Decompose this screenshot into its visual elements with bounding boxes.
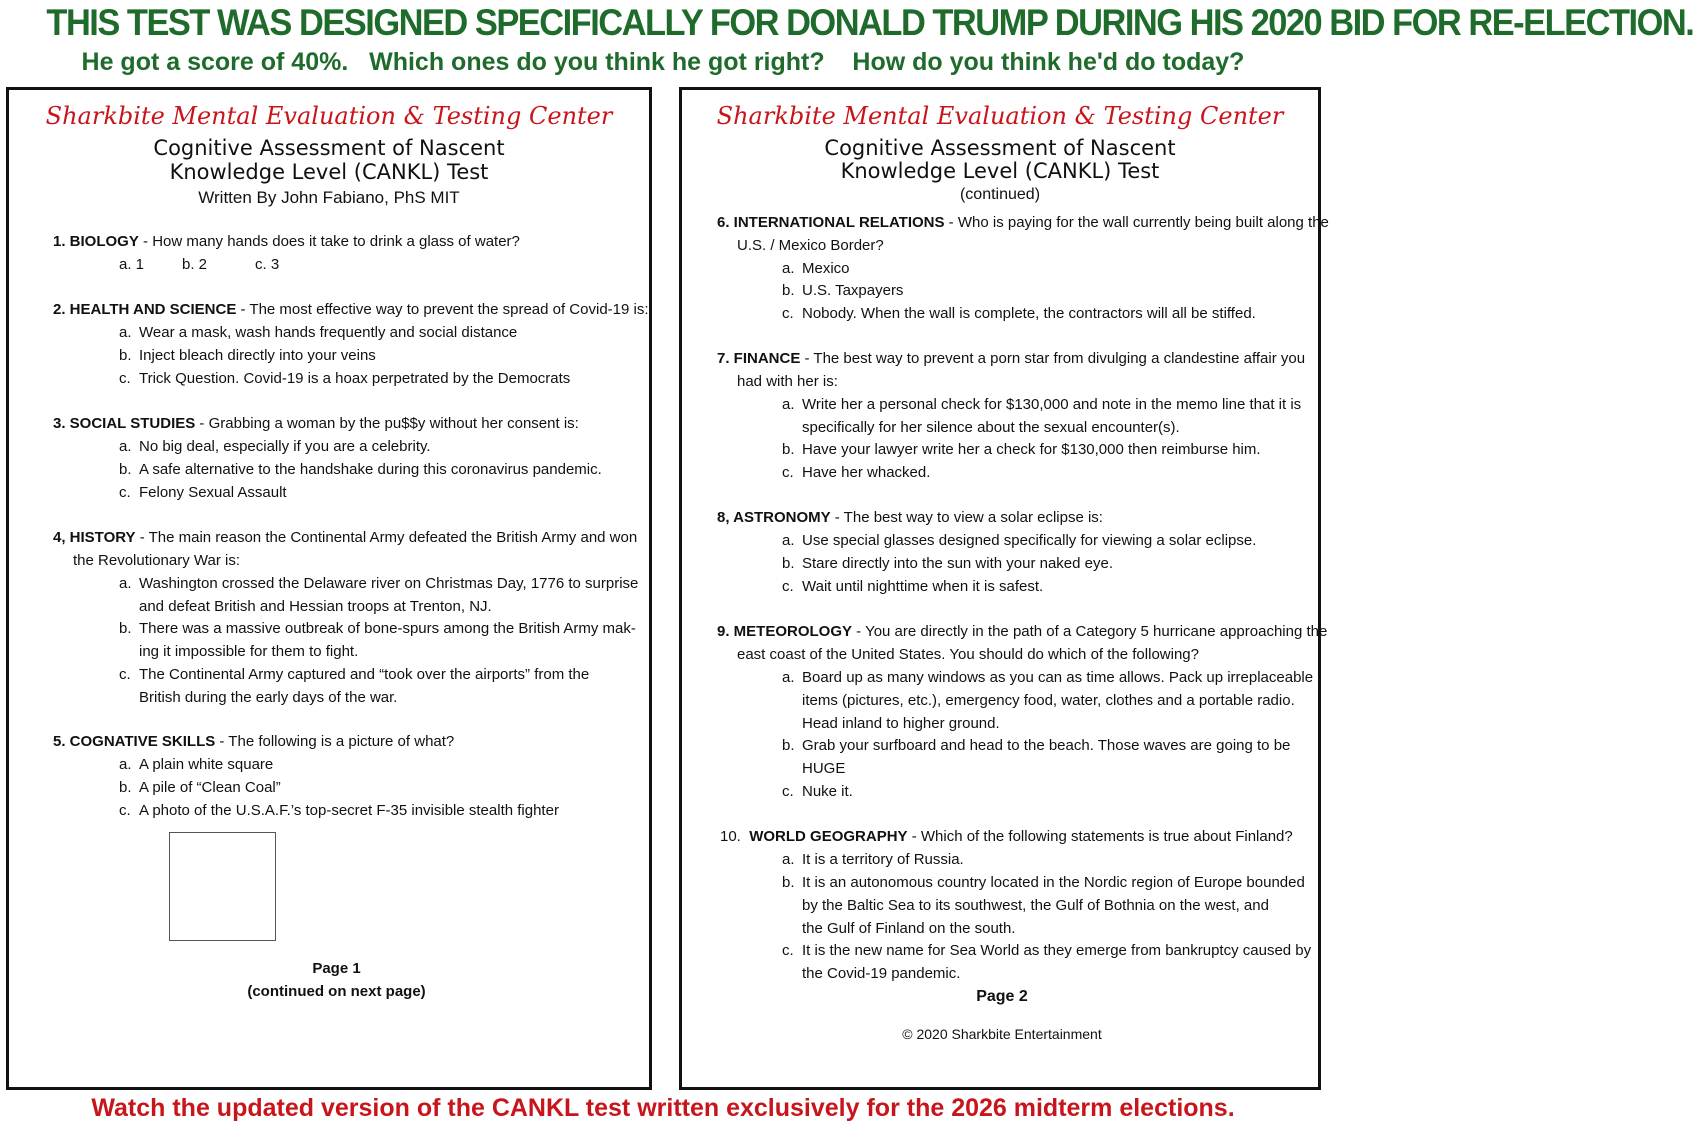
question-5 xyxy=(53,733,454,751)
question-10-number: 10. xyxy=(720,828,741,845)
question-9-text-cont: east coast of the United States. You should do which of the following? xyxy=(737,646,1199,663)
question-1 xyxy=(53,233,520,251)
q1-option-c: c. 3 xyxy=(255,256,280,273)
question-3 xyxy=(53,415,579,433)
question-10 xyxy=(720,828,1293,846)
center-name: Sharkbite Mental Evaluation & Testing Center xyxy=(45,102,613,130)
question-5-label: 5. COGNATIVE SKILLS xyxy=(53,733,216,750)
question-6 xyxy=(717,214,1329,232)
q4-option-b: b. There was a massive outbreak of bone-spurs among the British Army mak- ing it impossible for them to fight. xyxy=(119,620,636,660)
question-1-text: - How many hands does it take to drink a glass of water? xyxy=(138,233,520,250)
center-name: Sharkbite Mental Evaluation & Testing Center xyxy=(716,102,1284,130)
question-10-label: WORLD GEOGRAPHY xyxy=(749,828,908,845)
question-10-text: - Which of the following statements is true about Finland? xyxy=(907,828,1293,845)
question-6-label: 6. INTERNATIONAL RELATIONS xyxy=(717,214,945,231)
question-3-text: - Grabbing a woman by the pu$$y without her consent is: xyxy=(195,415,579,432)
question-9-text: - You are directly in the path of a Category 5 hurricane approaching the xyxy=(852,623,1328,640)
question-4-text: - The main reason the Continental Army defeated the British Army and won xyxy=(135,529,638,546)
q1-option-b: b. 2 xyxy=(182,256,208,273)
top-headline: THIS TEST WAS DESIGNED SPECIFICALLY FOR DONALD TRUMP DURING HIS 2020 BID FOR RE-ELECTION. xyxy=(46,2,1693,43)
q10-option-b: b. It is an autonomous country located in the Nordic region of Europe bounded by the Baltic Sea to its southwest, the Gulf of Bothnia on the west, and the Gulf of Finland on the south. xyxy=(782,874,1305,937)
sub-headline: He got a score of 40%. Which ones do you think he got right? How do you think he'd do today? xyxy=(81,48,1245,76)
question-8-text: - The best way to view a solar eclipse is: xyxy=(830,509,1103,526)
test-title-line-2: Knowledge Level (CANKL) Test xyxy=(169,160,489,184)
author-line: Written By John Fabiano, PhS MIT xyxy=(198,188,460,207)
page-2-label: Page 2 xyxy=(976,988,1028,1005)
bottom-banner: Watch the updated version of the CANKL test written exclusively for the 2026 midterm elections. xyxy=(91,1094,1235,1122)
q9-option-a: a. Board up as many windows as you can as time allows. Pack up irreplaceable items (pictures, etc.), emergency food, water, clothes and a portable radio. Head inland to higher ground. xyxy=(782,669,1314,732)
question-2 xyxy=(53,301,649,319)
question-6-text-cont: U.S. / Mexico Border? xyxy=(737,237,884,254)
test-title-line-1: Cognitive Assessment of Nascent xyxy=(824,136,1176,160)
question-5-text: - The following is a picture of what? xyxy=(215,733,455,750)
q9-option-b: b. Grab your surfboard and head to the beach. Those waves are going to be HUGE xyxy=(782,737,1291,777)
q1-option-a: a. 1 xyxy=(119,256,145,273)
test-title-line-2: Knowledge Level (CANKL) Test xyxy=(840,159,1160,183)
q10-option-c: c. It is the new name for Sea World as they emerge from bankruptcy caused by the Covid-19 pandemic. xyxy=(782,942,1312,982)
test-page-2: Sharkbite Mental Evaluation & Testing Center Cognitive Assessment of Nascent Knowledge Level (CANKL) Test (continued) 6. INTERNATIONAL RELATIONS - Who is paying for the wall currently being built along the U.S. / Mexico Border? a. Mexico b. U.S. Taxpayers c. Nobody. When the wall is complete, the contractors will all be stiffed. 7. FINANCE - The best way to prevent a porn star from divulging a clandestine affair you had with her is: a. Write her a personal check for $130,000 and note in the memo line that it is specifically for her silence about the sexual encounter(s). b. Have your lawyer write her a check for $130,000 then reimburse him. c. Have her whacked. 8, ASTRONOMY - The best way to view a solar eclipse is: a. Use special glasses designed specifically for viewing a solar eclipse. b. Stare directly into the sun with your naked eye. c. Wait until nighttime when it is safest. 9. METEOROLOGY - You are directly in the path of a Category 5 hurricane approaching the east coast of the United States. You should do which of the following? a. Board up as many windows as you can as time allows. Pack up irreplaceable items (pictures, etc.), emergency food, water, clothes and a portable radio. Head inland to higher ground. b. Grab your surfboard and head to the beach. Those waves are going to be HUGE c. Nuke it. 10. WORLD GEOGRAPHY - Which of the following statements is true about Finland? a. It is a territory of Russia. b. It is an autonomous country located in the Nordic region of Europe bounded by the Baltic Sea to its southwest, the Gulf of Bothnia on the west, and the Gulf of Finland on the south. c. It is the new name for Sea World as they emerge from bankruptcy caused by the Covid-19 pandemic. Page 2 © 2020 Sharkbite Entertainment xyxy=(679,87,1321,1090)
test-page-1: Sharkbite Mental Evaluation & Testing Center Cognitive Assessment of Nascent Knowledge Level (CANKL) Test Written By John Fabiano, PhS MIT 1. BIOLOGY - How many hands does it take to drink a glass of water? a. 1 b. 2 c. 3 2. HEALTH AND SCIENCE - The most effective way to prevent the spread of Covid-19 is: a. Wear a mask, wash hands frequently and social distance b. Inject bleach directly into your veins c. Trick Question. Covid-19 is a hoax perpetrated by the Democrats 3. SOCIAL STUDIES - Grabbing a woman by the pu$$y without her consent is: a. No big deal, especially if you are a celebrity. b. A safe alternative to the handshake during this coronavirus pandemic. c. Felony Sexual Assault 4, HISTORY - The main reason the Continental Army defeated the British Army and won the Revolutionary War is: a. Washington crossed the Delaware river on Christmas Day, 1776 to surprise and defeat British and Hessian troops at Trenton, NJ. b. There was a massive outbreak of bone-spurs among the British Army mak- ing it impossible for them to fight. c. The Continental Army captured and “took over the airports” from the British during the early days of the war. 5. COGNATIVE SKILLS - The following is a picture of what? a. A plain white square b. A pile of “Clean Coal” c. A photo of the U.S.A.F.’s top-secret F-35 invisible stealth fighter Page 1 (continued on next page) xyxy=(6,87,652,1090)
white-square-image xyxy=(169,832,276,941)
q7-option-a: a. Write her a personal check for $130,000 and note in the memo line that it is specifically for her silence about the sexual encounter(s). xyxy=(782,396,1302,436)
continued-label: (continued) xyxy=(959,186,1041,203)
question-3-label: 3. SOCIAL STUDIES xyxy=(53,415,196,432)
question-9 xyxy=(717,623,1327,641)
copyright: © 2020 Sharkbite Entertainment xyxy=(902,1026,1102,1042)
question-1-label: 1. BIOLOGY xyxy=(53,233,139,250)
q4-option-c: c. The Continental Army captured and “took over the airports” from the British during the early days of the war. xyxy=(119,666,590,706)
question-4 xyxy=(53,529,637,547)
question-4-text-cont: the Revolutionary War is: xyxy=(73,552,241,569)
question-2-label: 2. HEALTH AND SCIENCE xyxy=(53,301,237,318)
question-6-text: - Who is paying for the wall currently being built along the xyxy=(944,214,1329,231)
question-9-label: 9. METEOROLOGY xyxy=(717,623,853,640)
question-8-label: 8, ASTRONOMY xyxy=(717,509,831,526)
question-7-text: - The best way to prevent a porn star from divulging a clandestine affair you xyxy=(800,350,1306,367)
test-title-line-1: Cognitive Assessment of Nascent xyxy=(153,136,505,160)
continued-note: (continued on next page) xyxy=(247,983,426,1000)
question-4-label: 4, HISTORY xyxy=(53,529,136,546)
question-7-text-cont: had with her is: xyxy=(737,373,838,390)
question-7 xyxy=(717,350,1305,368)
question-7-label: 7. FINANCE xyxy=(717,350,801,367)
q4-option-a: a. Washington crossed the Delaware river on Christmas Day, 1776 to surprise and defeat British and Hessian troops at Trenton, NJ. xyxy=(119,575,639,615)
question-8 xyxy=(717,509,1103,527)
page-1-label: Page 1 xyxy=(312,960,361,977)
question-2-text: - The most effective way to prevent the spread of Covid-19 is: xyxy=(236,301,649,318)
